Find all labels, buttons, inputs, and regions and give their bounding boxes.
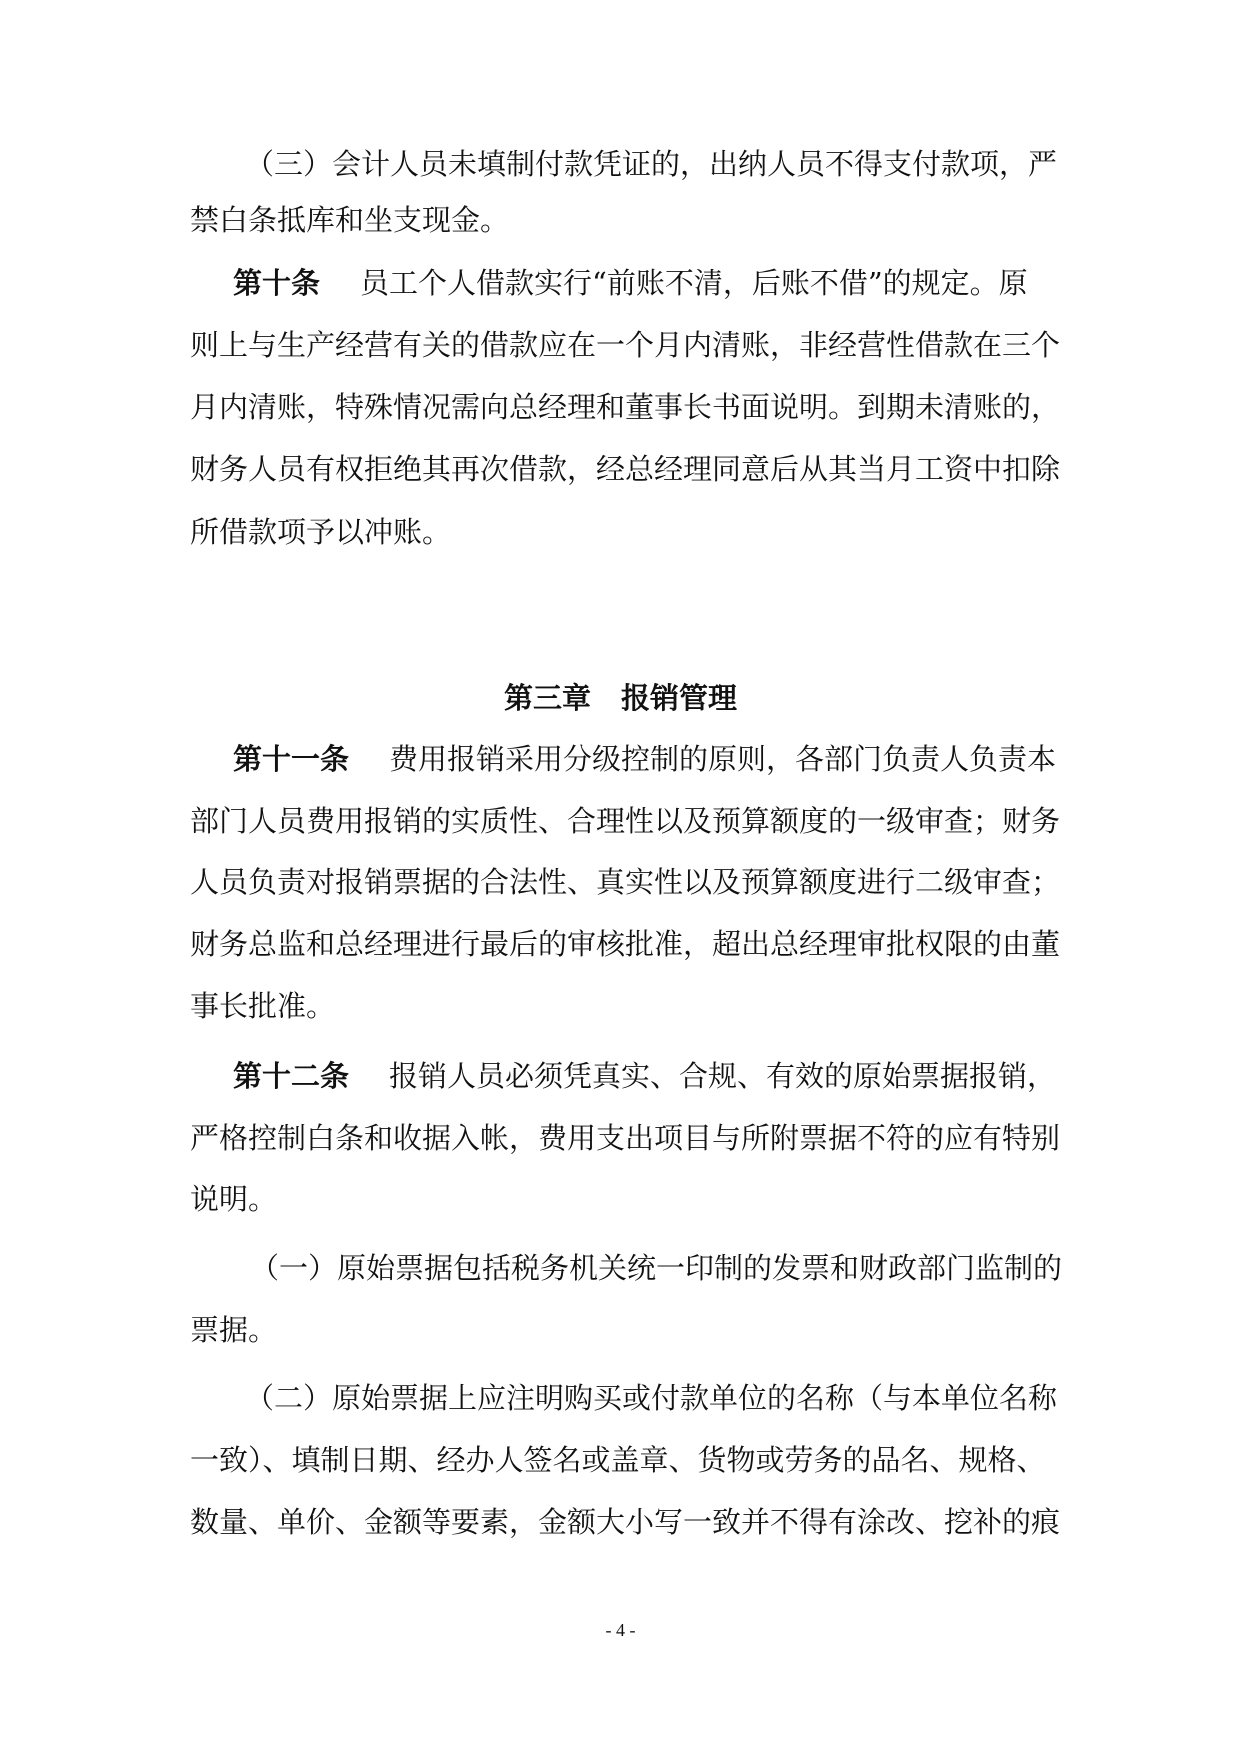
chapter-title: 报销管理: [621, 681, 738, 715]
article-10-text: 员工个人借款实行“前账不清，后账不借”的规定。原: [360, 266, 1028, 300]
paragraph-line: 一致）、填制日期、经办人签名或盖章、货物或劳务的品名、规格、: [190, 1443, 1046, 1477]
article-12-text: 报销人员必须凭真实、合规、有效的原始票据报销，: [389, 1059, 1057, 1093]
article-11-label: 第十一条: [233, 742, 350, 776]
paragraph-line: 财务总监和总经理进行最后的审核批准，超出总经理审批权限的由董: [190, 927, 1061, 961]
paragraph-line: 人员负责对报销票据的合法性、真实性以及预算额度进行二级审查；: [190, 865, 1061, 899]
paragraph-line: 说明。: [190, 1182, 278, 1216]
paragraph-line: 票据。: [190, 1313, 278, 1347]
paragraph-line: （二）原始票据上应注明购买或付款单位的名称（与本单位名称: [245, 1381, 1058, 1415]
article-10-line: [233, 265, 1028, 301]
article-10-label: 第十条: [233, 266, 321, 300]
paragraph-line: 所借款项予以冲账。: [190, 515, 452, 549]
paragraph-line: 严格控制白条和收据入帐，费用支出项目与所附票据不符的应有特别: [190, 1121, 1061, 1155]
paragraph-line: 数量、单价、金额等要素，金额大小写一致并不得有涂改、挖补的痕: [190, 1505, 1061, 1539]
paragraph-line: 月内清账，特殊情况需向总经理和董事长书面说明。到期未清账的，: [190, 390, 1061, 424]
chapter-label: 第三章: [503, 681, 591, 715]
chapter-heading: [0, 680, 1241, 716]
article-12-line: [233, 1058, 1056, 1094]
article-11-text: 费用报销采用分级控制的原则，各部门负责人负责本: [389, 742, 1057, 776]
paragraph-line: 则上与生产经营有关的借款应在一个月内清账，非经营性借款在三个: [190, 328, 1061, 362]
paragraph-line: （一）原始票据包括税务机关统一印制的发票和财政部门监制的: [250, 1251, 1063, 1285]
paragraph-line: 禁白条抵库和坐支现金。: [190, 203, 510, 237]
page-number: - 4 -: [605, 1620, 636, 1640]
article-11-line: [233, 741, 1056, 777]
paragraph-line: 事长批准。: [190, 989, 336, 1023]
article-12-label: 第十二条: [233, 1059, 350, 1093]
paragraph-line: （三）会计人员未填制付款凭证的，出纳人员不得支付款项，严: [245, 147, 1058, 181]
paragraph-line: 财务人员有权拒绝其再次借款，经总经理同意后从其当月工资中扣除: [190, 452, 1061, 486]
paragraph-line: 部门人员费用报销的实质性、合理性以及预算额度的一级审查；财务: [190, 804, 1061, 838]
